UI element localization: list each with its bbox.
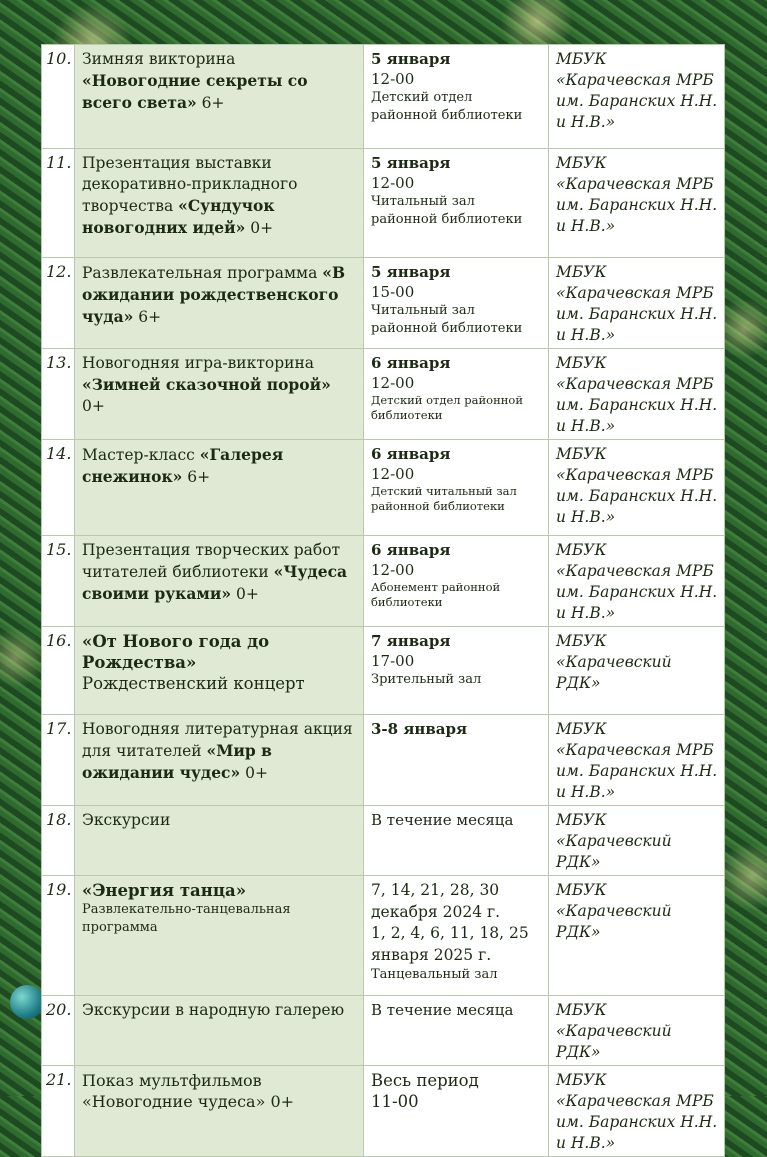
row-number: 11.	[42, 149, 75, 258]
organizer-cell: МБУК «Карачевская МРБ им. Баранских Н.Н. и Н.В.»	[549, 349, 725, 440]
event-cell: Новогодняя игра-викторина «Зимней сказочной порой» 0+	[75, 349, 364, 440]
table-row	[42, 440, 725, 536]
date-cell: 6 января 12-00 Детский отдел районной библиотеки	[364, 349, 549, 440]
date-cell: 5 января 12-00 Детский отдел районной библиотеки	[364, 45, 549, 149]
row-number: 17.	[42, 715, 75, 806]
event-cell: Презентация выставки декоративно-прикладного творчества «Сундучок новогодних идей» 0+	[75, 149, 364, 258]
row-number: 20.	[42, 996, 75, 1066]
organizer-cell: МБУК «Карачевский РДК»	[549, 627, 725, 715]
date-cell: 5 января 12-00 Читальный зал районной библиотеки	[364, 149, 549, 258]
organizer-cell: МБУК «Карачевская МРБ им. Баранских Н.Н. и Н.В.»	[549, 258, 725, 349]
organizer-cell: МБУК «Карачевская МРБ им. Баранских Н.Н. и Н.В.»	[549, 440, 725, 536]
date-cell: 6 января 12-00 Детский читальный зал районной библиотеки	[364, 440, 549, 536]
event-cell: Экскурсии	[75, 806, 364, 876]
organizer-cell: МБУК «Карачевская МРБ им. Баранских Н.Н. и Н.В.»	[549, 1066, 725, 1157]
table-row	[42, 149, 725, 258]
date-cell: 7, 14, 21, 28, 30 декабря 2024 г. 1, 2, 4, 6, 11, 18, 25 января 2025 г. Танцевальный зал	[364, 876, 549, 996]
table-row	[42, 627, 725, 715]
organizer-cell: МБУК «Карачевская МРБ им. Баранских Н.Н. и Н.В.»	[549, 715, 725, 806]
row-number: 12.	[42, 258, 75, 349]
table-row	[42, 876, 725, 996]
table-row	[42, 1066, 725, 1157]
table-row	[42, 349, 725, 440]
table-row	[42, 806, 725, 876]
organizer-cell: МБУК «Карачевская МРБ им. Баранских Н.Н. и Н.В.»	[549, 45, 725, 149]
organizer-cell: МБУК «Карачевский РДК»	[549, 876, 725, 996]
row-number: 18.	[42, 806, 75, 876]
row-number: 10.	[42, 45, 75, 149]
row-number: 13.	[42, 349, 75, 440]
row-number: 16.	[42, 627, 75, 715]
table-row	[42, 45, 725, 149]
date-cell: 7 января 17-00 Зрительный зал	[364, 627, 549, 715]
table-row	[42, 715, 725, 806]
date-cell: 6 января 12-00 Абонемент районной библиотеки	[364, 536, 549, 627]
organizer-cell: МБУК «Карачевский РДК»	[549, 806, 725, 876]
date-cell: Весь период 11-00	[364, 1066, 549, 1157]
row-number: 21.	[42, 1066, 75, 1157]
event-cell: Показ мультфильмов «Новогодние чудеса» 0+	[75, 1066, 364, 1157]
event-cell: «Энергия танца» Развлекательно-танцевальная программа	[75, 876, 364, 996]
event-cell: Мастер-класс «Галерея снежинок» 6+	[75, 440, 364, 536]
ornament-ball-icon	[10, 985, 44, 1019]
date-cell: 3-8 января	[364, 715, 549, 806]
event-cell: Зимняя викторина «Новогодние секреты со всего света» 6+	[75, 45, 364, 149]
table-row	[42, 258, 725, 349]
event-cell: «От Нового года до Рождества» Рождественский концерт	[75, 627, 364, 715]
date-cell: 5 января 15-00 Читальный зал районной библиотеки	[364, 258, 549, 349]
event-cell: Презентация творческих работ читателей библиотеки «Чудеса своими руками» 0+	[75, 536, 364, 627]
event-cell: Развлекательная программа «В ожидании рождественского чуда» 6+	[75, 258, 364, 349]
event-cell: Экскурсии в народную галерею	[75, 996, 364, 1066]
date-cell: В течение месяца	[364, 806, 549, 876]
organizer-cell: МБУК «Карачевская МРБ им. Баранских Н.Н. и Н.В.»	[549, 149, 725, 258]
event-cell: Новогодняя литературная акция для читателей «Мир в ожидании чудес» 0+	[75, 715, 364, 806]
date-cell: В течение месяца	[364, 996, 549, 1066]
organizer-cell: МБУК «Карачевская МРБ им. Баранских Н.Н. и Н.В.»	[549, 536, 725, 627]
organizer-cell: МБУК «Карачевский РДК»	[549, 996, 725, 1066]
row-number: 14.	[42, 440, 75, 536]
events-table	[41, 44, 725, 1157]
table-row	[42, 536, 725, 627]
table-row	[42, 996, 725, 1066]
row-number: 15.	[42, 536, 75, 627]
row-number: 19.	[42, 876, 75, 996]
